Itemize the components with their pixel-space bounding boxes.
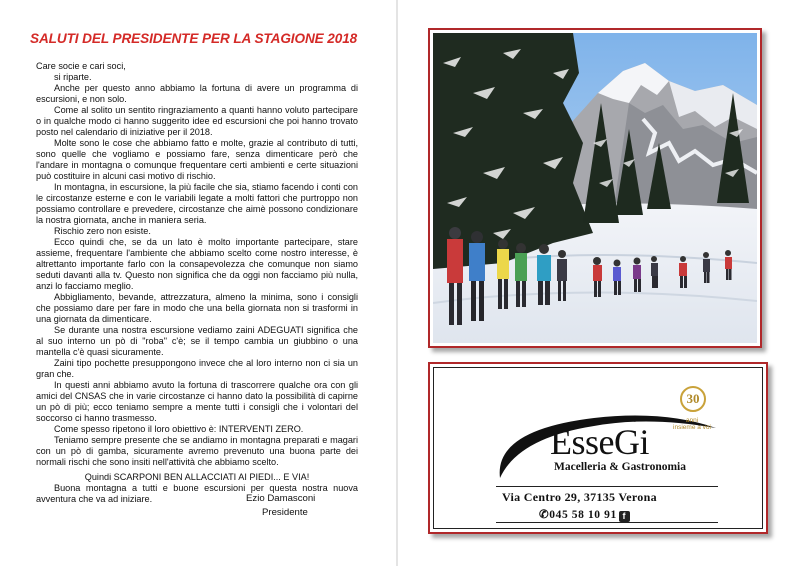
snowy-mountain-hike-photo <box>433 33 757 343</box>
letter-paragraph: Teniamo sempre presente che se andiamo in montagna preparati e magari con un pò di gamba, sicuramente avremo prevenuto una buona parte dei normali rischi che sono insiti nell'attività che abbiamo scelto. <box>36 435 358 467</box>
closing-line-2: Buona montagna a tutti e buone escursioni per questa nostra nuova avventura che va ad iniziare. <box>36 483 358 504</box>
shop-address: Via Centro 29, 37135 Verona <box>502 490 657 504</box>
president-letter <box>36 61 358 505</box>
address-divider <box>496 486 718 487</box>
letter-paragraph: Abbigliamento, bevande, attrezzatura, almeno la minima, sono i consigli che possiamo dare per fare in modo che una bella giornata non si trasformi in una giornata da dimenticare. <box>36 292 358 324</box>
letter-paragraph: Molte sono le cose che abbiamo fatto e molte, grazie al contributo di tutti, sono quelle che vogliamo e possiamo fare, senza dimenticare però che l'andare in montagna o comunque frequentare certi ambienti e certe situazioni può costituire in alcuni casi motivo di rischio. <box>36 138 358 181</box>
closing-line-1: Quindi SCARPONI BEN ALLACCIATI AI PIEDI... E VIA! <box>84 472 310 482</box>
page-title: SALUTI DEL PRESIDENTE PER LA STAGIONE 2018 <box>30 31 358 46</box>
letter-paragraph: In questi anni abbiamo avuto la fortuna di trascorrere qualche ora con gli amici del CNSAS che in varie circostanze ci hanno dato la possibilità di capirne un pò di più; ecco teniamo sempre a mente tutti i consigli che i volontari del soccorso ci hanno trasmesso. <box>36 380 358 423</box>
right-page <box>398 0 800 566</box>
letter-paragraph: Zaini tipo pochette presuppongono invece che al loro interno non ci sia un gran che. <box>36 358 358 379</box>
phone-icon: ✆ <box>539 509 550 521</box>
phone-line <box>539 507 630 522</box>
greeting: Care socie e cari soci, <box>36 61 126 71</box>
signature-name: Ezio Damasconi <box>246 493 316 504</box>
facebook-icon: f <box>619 511 630 522</box>
signature-block <box>246 492 315 520</box>
letter-paragraph: Come spesso ripetono il loro obiettivo è: INTERVENTI ZERO. <box>54 424 304 434</box>
anniversary-text: anni insieme a voi <box>673 417 711 431</box>
letter-paragraph: Se durante una nostra escursione vediamo zaini ADEGUATI significa che al suo interno un pò di "roba" c'è; se il tempo cambia un giubbino o una mantella c'è quasi sicuramente. <box>36 325 358 357</box>
left-page <box>0 0 396 566</box>
letter-paragraph: Rischio zero non esiste. <box>54 226 151 236</box>
letter-paragraph: Come al solito un sentito ringraziamento a quanti hanno voluto partecipare o in qualche modo ci hanno suggerito idee ed escursioni che poi hanno trovato posto nel calendario di iniziative per il 2018. <box>36 105 358 137</box>
phone-number: 045 58 10 91 <box>549 509 617 521</box>
brand-tagline: Macelleria & Gastronomia <box>554 461 687 473</box>
anniversary-badge: 30 <box>680 386 706 412</box>
letter-paragraph: Anche per questo anno abbiamo la fortuna di avere un programma di escursioni, e non solo. <box>36 83 358 104</box>
greeting-2: si riparte. <box>54 72 92 82</box>
ad-inner-border <box>433 367 763 529</box>
brand-name: EsseGi <box>550 422 649 462</box>
signature-role: Presidente <box>262 507 308 518</box>
letter-paragraph: Ecco quindi che, se da un lato è molto importante partecipare, stare assieme, frequentare l'ambiente che abbiamo scelto come nostro interesse, è altrettanto importante farlo con la consapevolezza che comunque non siamo seduti davanti alla tv. Questo non significa che da oggi non facciamo più nulla, anzi lo facciamo meglio. <box>36 237 358 291</box>
essegi-advertisement <box>428 362 768 534</box>
photo-frame <box>428 28 762 348</box>
letter-paragraph: In montagna, in escursione, la più facile che sia, stiamo facendo i conti con le circostanze esterne e con le variabili legate a molti fattori che purtroppo non possiamo controllare e prevedere, circostanze che aimè possono condizionare la nostra giornata, anche in maniera seria. <box>36 182 358 225</box>
phone-divider <box>496 522 718 523</box>
